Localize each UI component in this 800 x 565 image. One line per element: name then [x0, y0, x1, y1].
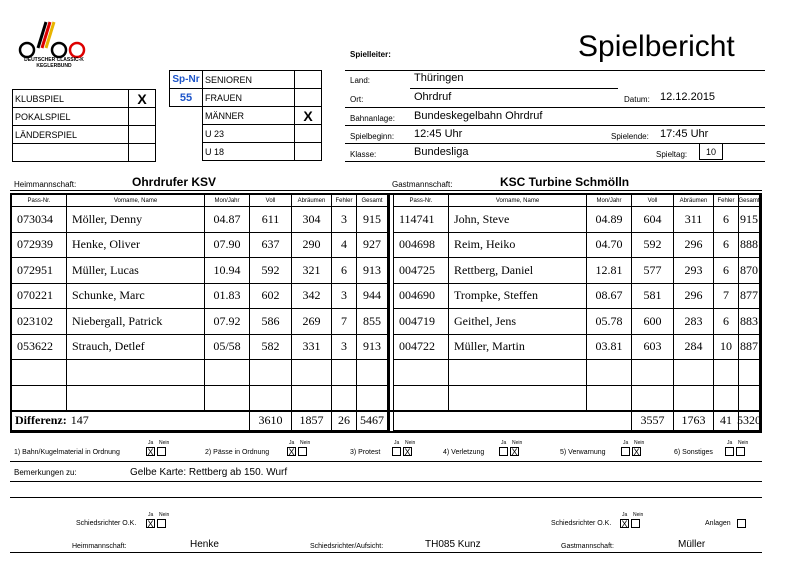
guest-row-4-gesamt: 883 — [739, 309, 760, 335]
guest-row-5-gesamt: 887 — [739, 335, 760, 361]
guest-row-7-voll — [632, 386, 674, 412]
spielbeginn-value: 12:45 Uhr — [414, 128, 463, 140]
check-c1-nein-box[interactable] — [157, 447, 166, 456]
home-row-4-abr: 269 — [292, 309, 332, 335]
guest-row-1-name: Reim, Heiko — [449, 233, 587, 259]
diff-label: Differenz: — [15, 413, 67, 427]
home-row-0-pass: 073034 — [12, 207, 67, 233]
schiri-ok-left-ja: Ja — [148, 512, 154, 518]
guest-row-4-name: Geithel, Jens — [449, 309, 587, 335]
game-type-empty-mark[interactable] — [128, 143, 156, 162]
home-row-5-fehler: 3 — [332, 335, 357, 361]
home-row-3-pass: 070221 — [12, 284, 67, 310]
sig-heim-label: Heimmannschaft: — [72, 543, 127, 550]
home-row-3-voll: 602 — [250, 284, 292, 310]
home-row-6-name — [67, 360, 205, 386]
schiri-ok-right-nein-box[interactable] — [631, 519, 640, 528]
cat-maenner: MÄNNER — [202, 106, 295, 125]
page-title: Spielbericht — [578, 30, 735, 63]
sig-rule — [10, 552, 762, 553]
guest-row-5-voll: 603 — [632, 335, 674, 361]
home-row-5-mj: 05/58 — [205, 335, 250, 361]
schiri-ok-right-ja-box[interactable]: X — [621, 519, 628, 529]
check-c3-nein-label: Nein — [405, 440, 416, 446]
guest-row-1-voll: 592 — [632, 233, 674, 259]
home-row-5-gesamt: 913 — [357, 335, 388, 361]
home-row-7-abr — [292, 386, 332, 412]
home-row-4-pass: 023102 — [12, 309, 67, 335]
col-header-abr: Abräumen — [674, 195, 714, 207]
schiri-ok-right-label: Schiedsrichter O.K. — [551, 520, 612, 527]
check-c2-label: 2) Pässe in Ordnung — [205, 449, 270, 456]
check-c4-label: 4) Verletzung — [443, 449, 485, 456]
guest-row-2-voll: 577 — [632, 258, 674, 284]
home-row-6-voll — [250, 360, 292, 386]
home-row-5-voll: 582 — [250, 335, 292, 361]
home-total-fehler: 26 — [332, 411, 357, 431]
home-row-7-pass — [12, 386, 67, 412]
diff-cell — [12, 411, 250, 431]
guest-row-4-pass: 004719 — [394, 309, 449, 335]
guest-row-6-pass — [394, 360, 449, 386]
guest-row-7-gesamt — [739, 386, 760, 412]
heim-team: Ohrdrufer KSV — [132, 175, 217, 189]
home-row-6-gesamt — [357, 360, 388, 386]
guest-row-0-abr: 311 — [674, 207, 714, 233]
laenderspiel-mark[interactable] — [128, 125, 156, 144]
check-c1-ja-label: Ja — [148, 440, 154, 446]
check-c6-nein-label: Nein — [738, 440, 749, 446]
check-c6-label: 6) Sonstiges — [674, 449, 713, 456]
check-c4-nein-label: Nein — [512, 440, 523, 446]
land-underline — [410, 88, 618, 89]
spnr-value: 55 — [169, 88, 203, 107]
check-c2-ja-label: Ja — [289, 440, 295, 446]
home-row-7-voll — [250, 386, 292, 412]
home-total-abr: 1857 — [292, 411, 332, 431]
guest-row-6-abr — [674, 360, 714, 386]
home-row-1-name: Henke, Oliver — [67, 233, 205, 259]
schiri-ok-right-ja: Ja — [622, 512, 628, 518]
diff-value: 147 — [70, 413, 89, 427]
home-row-2-abr: 321 — [292, 258, 332, 284]
home-row-4-gesamt: 855 — [357, 309, 388, 335]
guest-row-7-name — [449, 386, 587, 412]
spnr-label: Sp-Nr — [169, 70, 203, 89]
guest-row-6-mj — [587, 360, 632, 386]
check-c5-nein-label: Nein — [634, 440, 645, 446]
guest-row-0-mj: 04.89 — [587, 207, 632, 233]
sig-heim-value: Henke — [190, 539, 219, 550]
check-c6-ja-box[interactable] — [725, 447, 734, 456]
cat-u23-mark[interactable] — [294, 124, 322, 143]
cat-senioren-mark[interactable] — [294, 70, 322, 89]
anlagen-label: Anlagen — [705, 520, 731, 527]
guest-total-voll: 3557 — [632, 411, 674, 431]
check-c3-label: 3) Protest — [350, 449, 381, 456]
klasse-value: Bundesliga — [414, 146, 469, 158]
schiri-ok-left-ja-box[interactable]: X — [147, 519, 154, 529]
guest-row-0-fehler: 6 — [714, 207, 739, 233]
sig-gast-value: Müller — [678, 539, 706, 550]
guest-row-7-pass — [394, 386, 449, 412]
home-row-1-voll: 637 — [250, 233, 292, 259]
sig-gast-label: Gastmannschaft: — [561, 543, 614, 550]
team-rule — [10, 190, 762, 191]
guest-total-fehler: 41 — [714, 411, 739, 431]
spieltag-label: Spieltag: — [656, 150, 688, 159]
bahnanlage-value: Bundeskegelbahn Ohrdruf — [414, 110, 543, 122]
spieltag-value: 10 — [699, 143, 723, 160]
home-row-6-pass — [12, 360, 67, 386]
check-c5-ja-box[interactable] — [621, 447, 630, 456]
check-c4-ja-box[interactable] — [499, 447, 508, 456]
cat-u18: U 18 — [202, 142, 295, 161]
guest-row-0-gesamt: 915 — [739, 207, 760, 233]
col-header-monjahr: Mon/Jahr — [587, 195, 632, 207]
home-row-5-name: Strauch, Detlef — [67, 335, 205, 361]
col-header-voll: Voll — [250, 195, 292, 207]
klubspiel-mark[interactable]: X — [128, 89, 156, 108]
col-header-fehler: Fehler — [332, 195, 357, 207]
home-row-2-name: Müller, Lucas — [67, 258, 205, 284]
datum-label: Datum: — [624, 95, 650, 104]
home-row-0-gesamt: 915 — [357, 207, 388, 233]
check-c6-ja-label: Ja — [727, 440, 733, 446]
remarks-rule-2 — [10, 497, 762, 498]
pokalspiel-mark[interactable] — [128, 107, 156, 126]
home-row-6-abr — [292, 360, 332, 386]
guest-row-7-abr — [674, 386, 714, 412]
cat-u18-mark[interactable] — [294, 142, 322, 161]
guest-row-3-mj: 08.67 — [587, 284, 632, 310]
sig-schiri-value: TH085 Kunz — [425, 539, 481, 550]
home-row-0-fehler: 3 — [332, 207, 357, 233]
guest-row-2-mj: 12.81 — [587, 258, 632, 284]
guest-row-1-abr: 296 — [674, 233, 714, 259]
check-c3-nein-box[interactable]: X — [404, 447, 411, 457]
cat-senioren: SENIOREN — [202, 70, 295, 89]
home-row-3-fehler: 3 — [332, 284, 357, 310]
home-row-2-gesamt: 913 — [357, 258, 388, 284]
home-row-7-gesamt — [357, 386, 388, 412]
check-c4-ja-label: Ja — [501, 440, 507, 446]
check-c1-nein-label: Nein — [159, 440, 170, 446]
team-divider — [388, 195, 394, 431]
home-row-3-mj: 01.83 — [205, 284, 250, 310]
check-c2-nein-box[interactable] — [298, 447, 307, 456]
guest-row-1-mj: 04.70 — [587, 233, 632, 259]
header-rule-3 — [345, 125, 765, 126]
guest-row-2-name: Rettberg, Daniel — [449, 258, 587, 284]
spielende-label: Spielende: — [611, 132, 649, 141]
guest-row-6-name — [449, 360, 587, 386]
land-label: Land: — [350, 76, 371, 85]
home-row-0-name: Möller, Denny — [67, 207, 205, 233]
klasse-label: Klasse: — [350, 150, 377, 159]
land-value: Thüringen — [414, 72, 464, 84]
home-row-5-abr: 331 — [292, 335, 332, 361]
totals-rule — [12, 410, 760, 412]
check-c1-ja-box[interactable]: X — [147, 447, 154, 457]
gast-team: KSC Turbine Schmölln — [500, 175, 630, 189]
home-total-gesamt: 5467 — [357, 411, 388, 431]
col-header-gesamt: Gesamt — [739, 195, 760, 207]
guest-row-4-voll: 600 — [632, 309, 674, 335]
sig-schiri-label: Schiedsrichter/Aufsicht: — [310, 543, 384, 550]
guest-row-3-abr: 296 — [674, 284, 714, 310]
laenderspiel-label: LÄNDERSPIEL — [12, 125, 129, 144]
guest-row-2-gesamt: 870 — [739, 258, 760, 284]
guest-row-0-voll: 604 — [632, 207, 674, 233]
guest-row-7-mj — [587, 386, 632, 412]
home-row-7-mj — [205, 386, 250, 412]
results-table — [10, 193, 762, 433]
guest-row-1-gesamt: 888 — [739, 233, 760, 259]
header-rule-4 — [345, 143, 765, 144]
ort-label: Ort: — [350, 95, 364, 104]
guest-row-0-name: John, Steve — [449, 207, 587, 233]
schiri-ok-left-nein-box[interactable] — [157, 519, 166, 528]
game-type-empty — [12, 143, 129, 162]
guest-row-5-abr: 284 — [674, 335, 714, 361]
ort-value: Ohrdruf — [414, 91, 452, 103]
home-row-1-mj: 07.90 — [205, 233, 250, 259]
spielbeginn-label: Spielbeginn: — [350, 132, 395, 141]
check-c1-label: 1) Bahn/Kugelmaterial in Ordnung — [14, 449, 120, 456]
home-row-5-pass: 053622 — [12, 335, 67, 361]
guest-row-2-fehler: 6 — [714, 258, 739, 284]
klubspiel-label: KLUBSPIEL — [12, 89, 129, 108]
remarks-text: Gelbe Karte: Rettberg ab 150. Wurf — [130, 467, 288, 478]
col-header-fehler: Fehler — [714, 195, 739, 207]
col-header-voll: Voll — [632, 195, 674, 207]
guest-row-5-pass: 004722 — [394, 335, 449, 361]
home-row-3-name: Schunke, Marc — [67, 284, 205, 310]
guest-row-1-pass: 004698 — [394, 233, 449, 259]
guest-total-abr: 1763 — [674, 411, 714, 431]
home-row-2-pass: 072951 — [12, 258, 67, 284]
home-row-4-name: Niebergall, Patrick — [67, 309, 205, 335]
guest-row-1-fehler: 6 — [714, 233, 739, 259]
pokalspiel-label: POKALSPIEL — [12, 107, 129, 126]
schiri-ok-right-nein: Nein — [633, 512, 644, 518]
guest-row-6-voll — [632, 360, 674, 386]
home-row-4-fehler: 7 — [332, 309, 357, 335]
home-row-6-mj — [205, 360, 250, 386]
home-row-1-fehler: 4 — [332, 233, 357, 259]
home-row-3-abr: 342 — [292, 284, 332, 310]
home-row-0-voll: 611 — [250, 207, 292, 233]
home-row-4-voll: 586 — [250, 309, 292, 335]
guest-row-7-fehler — [714, 386, 739, 412]
check-c3-ja-box[interactable] — [392, 447, 401, 456]
guest-row-5-mj: 03.81 — [587, 335, 632, 361]
remarks-label: Bemerkungen zu: — [14, 468, 77, 477]
guest-row-6-fehler — [714, 360, 739, 386]
guest-row-6-gesamt — [739, 360, 760, 386]
cat-maenner-mark[interactable]: X — [294, 106, 322, 125]
home-row-2-mj: 10.94 — [205, 258, 250, 284]
guest-row-2-pass: 004725 — [394, 258, 449, 284]
col-header-pass: Pass-Nr. — [12, 195, 67, 207]
col-header-pass: Pass-Nr. — [394, 195, 449, 207]
cat-frauen: FRAUEN — [202, 88, 295, 107]
guest-total-gesamt: 5320 — [739, 411, 760, 431]
logo-line2: KEGLERBUND — [36, 63, 72, 69]
check-c2-ja-box[interactable]: X — [288, 447, 295, 457]
home-row-1-gesamt: 927 — [357, 233, 388, 259]
check-c5-ja-label: Ja — [623, 440, 629, 446]
col-header-name: Vorname, Name — [67, 195, 205, 207]
header-rule-1 — [345, 70, 765, 71]
header-rule-2 — [345, 107, 765, 108]
guest-row-3-voll: 581 — [632, 284, 674, 310]
dkbc-logo — [14, 18, 94, 70]
home-row-0-mj: 04.87 — [205, 207, 250, 233]
home-row-7-name — [67, 386, 205, 412]
home-row-1-pass: 072939 — [12, 233, 67, 259]
header-rule-5 — [345, 161, 765, 162]
checks-rule — [10, 461, 762, 462]
check-c5-nein-box[interactable]: X — [633, 447, 640, 457]
guest-row-3-gesamt: 877 — [739, 284, 760, 310]
col-header-gesamt: Gesamt — [357, 195, 388, 207]
cat-frauen-mark[interactable] — [294, 88, 322, 107]
schiri-ok-left-label: Schiedsrichter O.K. — [76, 520, 137, 527]
schiri-ok-left-nein: Nein — [159, 512, 170, 518]
home-row-2-voll: 592 — [250, 258, 292, 284]
home-row-7-fehler — [332, 386, 357, 412]
home-row-3-gesamt: 944 — [357, 284, 388, 310]
guest-row-4-fehler: 6 — [714, 309, 739, 335]
check-c6-nein-box[interactable] — [736, 447, 745, 456]
guest-row-3-name: Trompke, Steffen — [449, 284, 587, 310]
datum-value: 12.12.2015 — [660, 91, 716, 103]
cat-u23: U 23 — [202, 124, 295, 143]
guest-row-3-fehler: 7 — [714, 284, 739, 310]
heim-label: Heimmannschaft: — [14, 180, 77, 189]
home-row-1-abr: 290 — [292, 233, 332, 259]
gast-label: Gastmannschaft: — [392, 180, 453, 189]
check-c2-nein-label: Nein — [300, 440, 311, 446]
anlagen-box[interactable] — [737, 519, 746, 528]
check-c5-label: 5) Verwarnung — [560, 449, 606, 456]
home-row-2-fehler: 6 — [332, 258, 357, 284]
home-total-voll: 3610 — [250, 411, 292, 431]
guest-row-2-abr: 293 — [674, 258, 714, 284]
home-row-0-abr: 304 — [292, 207, 332, 233]
spielleiter-label: Spielleiter: — [350, 50, 391, 59]
guest-row-5-fehler: 10 — [714, 335, 739, 361]
guest-row-3-pass: 004690 — [394, 284, 449, 310]
guest-total-blank — [394, 411, 632, 431]
col-header-name: Vorname, Name — [449, 195, 587, 207]
home-row-4-mj: 07.92 — [205, 309, 250, 335]
bahnanlage-label: Bahnanlage: — [350, 114, 395, 123]
guest-row-5-name: Müller, Martin — [449, 335, 587, 361]
guest-row-4-abr: 283 — [674, 309, 714, 335]
check-c4-nein-box[interactable]: X — [511, 447, 518, 457]
guest-row-4-mj: 05.78 — [587, 309, 632, 335]
col-header-abr: Abräumen — [292, 195, 332, 207]
home-row-6-fehler — [332, 360, 357, 386]
logo-line1: DEUTSCHER CLASSIC-K — [24, 57, 84, 63]
remarks-rule-1 — [10, 481, 762, 482]
spielende-value: 17:45 Uhr — [660, 128, 709, 140]
col-header-monjahr: Mon/Jahr — [205, 195, 250, 207]
check-c3-ja-label: Ja — [394, 440, 400, 446]
guest-row-0-pass: 114741 — [394, 207, 449, 233]
